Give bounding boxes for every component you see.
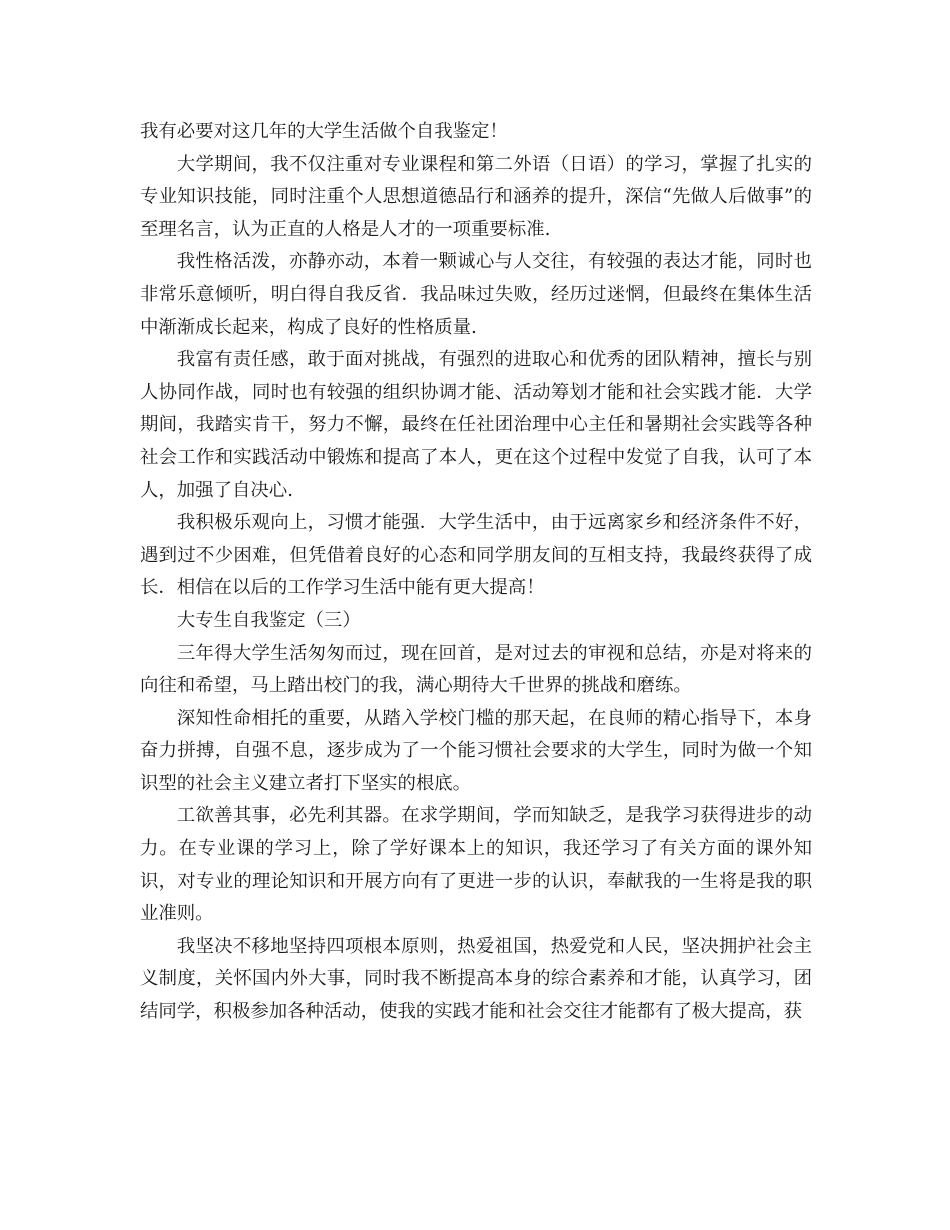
paragraph-4: 我富有责任感，敢于面对挑战，有强烈的进取心和优秀的团队精神，擅长与别人协同作战，同时也有较强的组织协调才能、活动筹划才能和社会实践才能．大学期间，我踏实肯干，努力不懈，最终在任社团治理中心主任和暑期社会实践等各种社会工作和实践活动中锻炼和提高了本人，更在这个过程中发觉了自我，认可了本人，加强了自决心. — [140, 349, 812, 501]
paragraph-6: 三年得大学生活匆匆而过，现在回首，是对过去的审视和总结，亦是对将来的向往和希望，马上踏出校门的我，满心期待大千世界的挑战和磨练。 — [140, 642, 812, 697]
paragraph-5: 我积极乐观向上，习惯才能强．大学生活中，由于远离家乡和经济条件不好，遇到过不少困难，但凭借着良好的心态和同学朋友间的互相支持，我最终获得了成长．相信在以后的工作学习生活中能有更大提高！ — [140, 512, 812, 599]
paragraph-3: 我性格活泼，亦静亦动，本着一颗诚心与人交往，有较强的表达才能，同时也非常乐意倾听，明白得自我反省．我品味过失败，经历过迷惘，但最终在集体生活中渐渐成长起来，构成了良好的性格质量. — [140, 251, 812, 338]
paragraph-8: 工欲善其事，必先利其器。在求学期间，学而知缺乏，是我学习获得进步的动力。在专业课的学习上，除了学好课本上的知识，我还学习了有关方面的课外知识，对专业的理论知识和开展方向有了更进一步的认识，奉献我的一生将是我的职业准则。 — [140, 805, 812, 925]
document-body — [140, 116, 812, 1029]
paragraph-1: 我有必要对这几年的大学生活做个自我鉴定！ — [140, 121, 508, 142]
paragraph-7: 深知性命相托的重要，从踏入学校门槛的那天起，在良师的精心指导下，本身奋力拼搏，自强不息，逐步成为了一个能习惯社会要求的大学生，同时为做一个知识型的社会主义建立者打下坚实的根底。 — [140, 707, 812, 794]
paragraph-9: 我坚决不移地坚持四项根本原则，热爱祖国，热爱党和人民，坚决拥护社会主义制度，关怀国内外大事，同时我不断提高本身的综合素养和才能，认真学习，团结同学，积极参加各种活动，使我的实践才能和社会交往才能都有了极大提高，获 — [140, 935, 812, 1023]
section-heading: 大专生自我鉴定（三） — [176, 609, 361, 631]
paragraph-2: 大学期间，我不仅注重对专业课程和第二外语（日语）的学习，掌握了扎实的专业知识技能，同时注重个人思想道德品行和涵养的提升，深信“先做人后做事”的至理名言，认为正直的人格是人才的一项重要标准. — [140, 153, 812, 240]
